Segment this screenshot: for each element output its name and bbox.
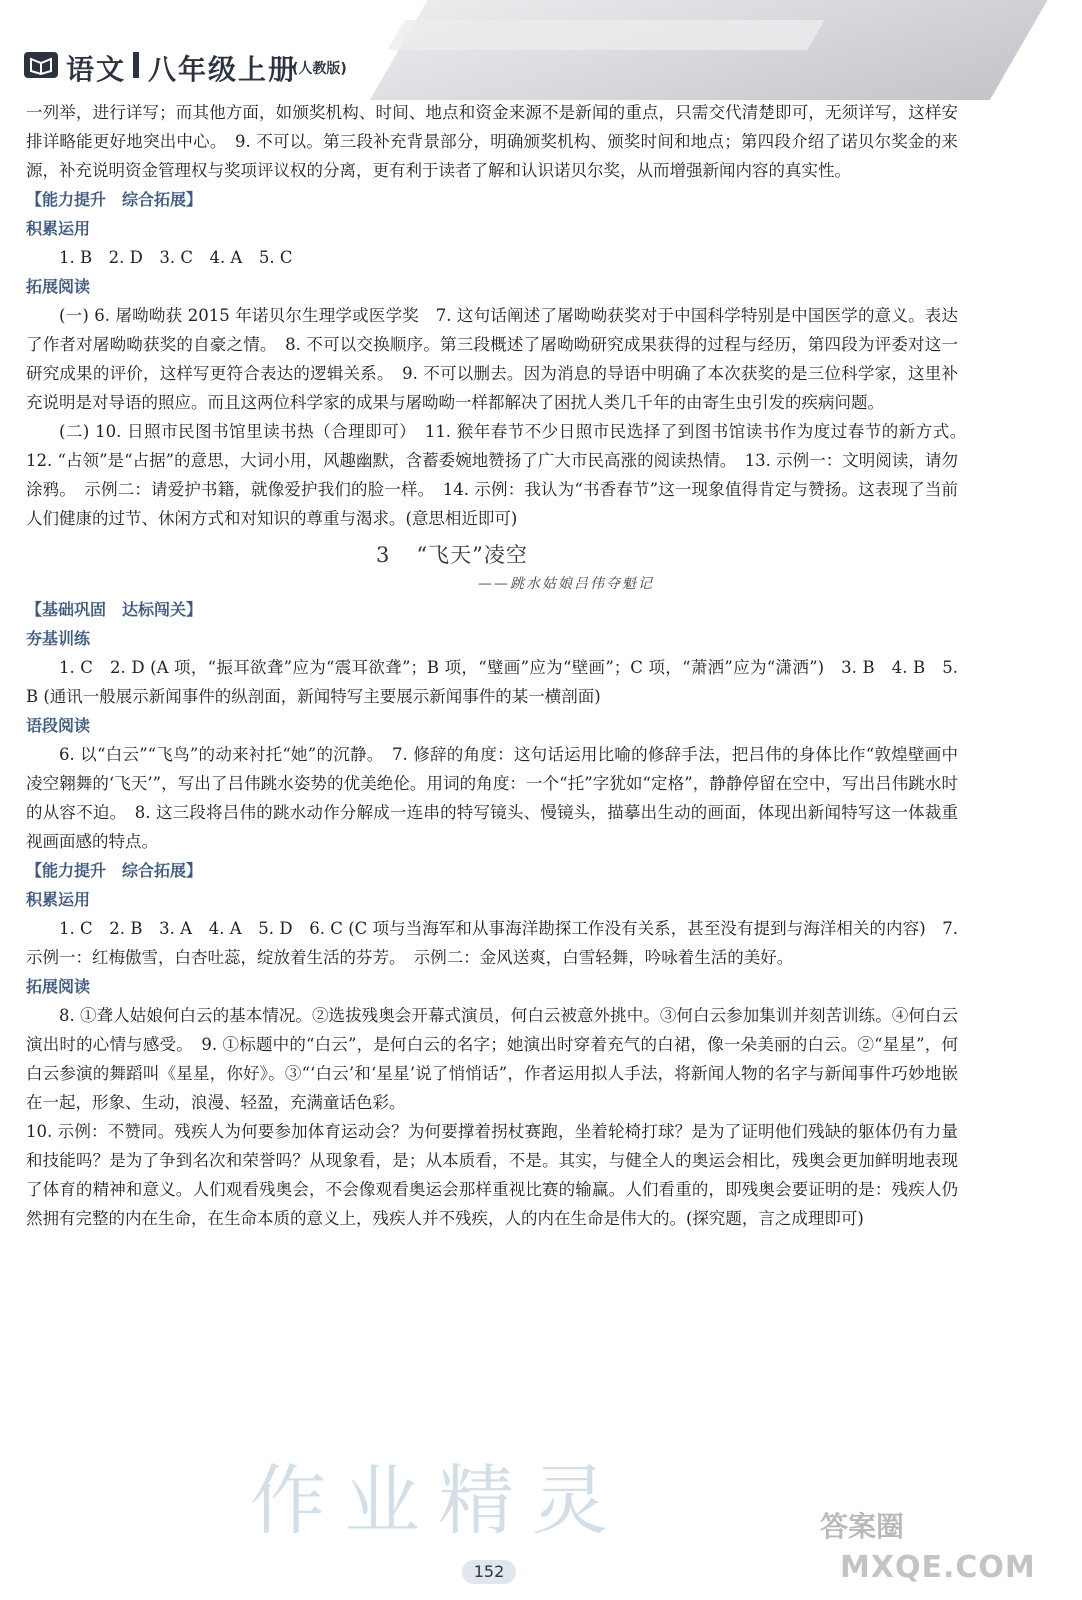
book-logo-icon (24, 52, 58, 78)
page-header (0, 0, 996, 100)
lesson-title-block (26, 533, 958, 595)
section-label: 夯基训练 (26, 629, 91, 648)
section-heading: 【能力提升 综合拓展】 (26, 190, 203, 209)
grade-title: 八年级上册 (148, 53, 299, 86)
answer-paragraph: (二) 10. 日照市民图书馆里读书热（合理即可） 11. 猴年春节不少日照市民选择了到图书馆读书作为度过春节的新方式。 12. “占领”是“占据”的意思，大词小用，风趣幽默，含蓄委婉地赞扬了广大市民高涨的阅读热情。 13. 示例一：文明阅读，请勿涂鸦。 示例二：请爱护书籍，就像爱护我们的脸一样。 14. 示例：我认为“书香春节”这一现象值得肯定与赞扬。这表现了当前人们健康的过节、休闲方式和对知识的尊重与渴求。(意思相近即可) (26, 422, 975, 528)
section-label: 积累运用 (26, 219, 91, 238)
answer-paragraph: 1. C 2. B 3. A 4. A 5. D 6. C (C 项与当海军和从事海洋勘探工作没有关系，甚至没有提到与海洋相关的内容) 7. 示例一：红梅傲雪，白杏吐蕊，绽放着生活的芬芳。 示例二：金风送爽，白雪轻舞，吟咏着生活的美好。 (26, 919, 958, 967)
subject-title: 语文 (66, 53, 127, 86)
section-label: 语段阅读 (26, 716, 91, 735)
page-number: 152 (462, 1560, 516, 1584)
answer-paragraph: 1. C 2. D (A 项，“振耳欲聋”应为“震耳欲聋”；B 项，“璧画”应为“壁画”；C 项，“萧洒”应为“潇洒”) 3. B 4. B 5. B (通讯一般展示新闻事件的纵剖面，新闻特写主要展示新闻事件的某一横剖面) (26, 658, 958, 706)
section-label: 拓展阅读 (26, 277, 91, 296)
watermark: 作业精灵 (250, 1456, 626, 1545)
site-url: MXQE.COM (840, 1550, 1036, 1585)
lesson-number: 3 (376, 543, 391, 567)
lesson-subtitle: ——跳水姑娘吕伟夺魁记 (478, 576, 654, 592)
answer-content (26, 98, 975, 1233)
header-decoration (370, 0, 1082, 100)
answer-paragraph: 8. ①聋人姑娘何白云的基本情况。②选拔残奥会开幕式演员，何白云被意外挑中。③何白云参加集训并刻苦训练。④何白云演出时的心情与感受。 9. ①标题中的“白云”，是何白云的名字；她演出时穿着充气的白裙，像一朵美丽的白云。②“星星”，何白云参演的舞蹈叫《星星，你好》。③“‘白云’和‘星星’说了悄悄话”，作者运用拟人手法，将新闻人物的名字与新闻事件巧妙地嵌在一起，形象、生动，浪漫、轻盈，充满童话色彩。 (26, 1006, 958, 1112)
header-divider (133, 52, 139, 78)
answer-paragraph: 6. 以“白云”“飞鸟”的动来衬托“她”的沉静。 7. 修辞的角度：这句话运用比喻的修辞手法，把吕伟的身体比作“敦煌壁画中凌空翱舞的‘飞天’”，写出了吕伟跳水姿势的优美绝伦。用词的角度：一个“托”字犹如“定格”，静静停留在空中，写出吕伟跳水时的从容不迫。 8. 这三段将吕伟的跳水动作分解成一连串的特写镜头、慢镜头，描摹出生动的画面，体现出新闻特写这一体裁重视画面感的特点。 (26, 745, 958, 851)
site-logo: 答案圈 (820, 1510, 905, 1543)
lesson-title (376, 539, 528, 569)
section-heading: 【能力提升 综合拓展】 (26, 861, 203, 880)
answer-paragraph: 1. B 2. D 3. C 4. A 5. C (59, 248, 293, 267)
section-label: 拓展阅读 (26, 977, 91, 996)
answer-paragraph: 10. 示例：不赞同。残疾人为何要参加体育运动会？为何要撑着拐杖赛跑，坐着轮椅打球？是为了证明他们残缺的躯体仍有力量和技能吗？是为了争到名次和荣誉吗？从现象看，是；从本质看，不是。其实，与健全人的奥运会相比，残奥会更加鲜明地表现了体育的精神和意义。人们观看残奥会，不会像观看奥运会那样重视比赛的输赢。人们看重的，即残奥会要证明的是：残疾人仍然拥有完整的内在生命，在生命本质的意义上，残疾人并不残疾，人的内在生命是伟大的。(探究题，言之成理即可) (26, 1122, 958, 1228)
lesson-title-text: “飞天”凌空 (416, 543, 528, 567)
section-label: 积累运用 (26, 890, 91, 909)
header-decoration-stripe (387, 20, 824, 50)
answer-paragraph: 一列举，进行详写；而其他方面，如颁奖机构、时间、地点和资金来源不是新闻的重点，只需交代清楚即可，无须详写，这样安排详略能更好地突出中心。 9. 不可以。第三段补充背景部分，明确颁奖机构、颁奖时间和地点；第四段介绍了诺贝尔奖金的来源，补充说明资金管理权与奖项评议权的分离，更有利于读者了解和认识诺贝尔奖，从而增强新闻内容的真实性。 (26, 103, 958, 180)
answer-paragraph: (一) 6. 屠呦呦获 2015 年诺贝尔生理学或医学奖 7. 这句话阐述了屠呦呦获奖对于中国科学特别是中国医学的意义。表达了作者对屠呦呦获奖的自豪之情。 8. 不可以交换顺序。第三段概述了屠呦呦研究成果获得的过程与经历，第四段为评委对这一研究成果的评价，这样写更符合表达的逻辑关系。 9. 不可以删去。因为消息的导语中明确了本次获奖的是三位科学家，这里补充说明是对导语的照应。而且这两位科学家的成果与屠呦呦一样都解决了困扰人类几千年的由寄生虫引发的疾病问题。 (26, 306, 958, 412)
section-heading: 【基础巩固 达标闯关】 (26, 600, 203, 619)
edition-label: (人教版) (292, 61, 347, 77)
